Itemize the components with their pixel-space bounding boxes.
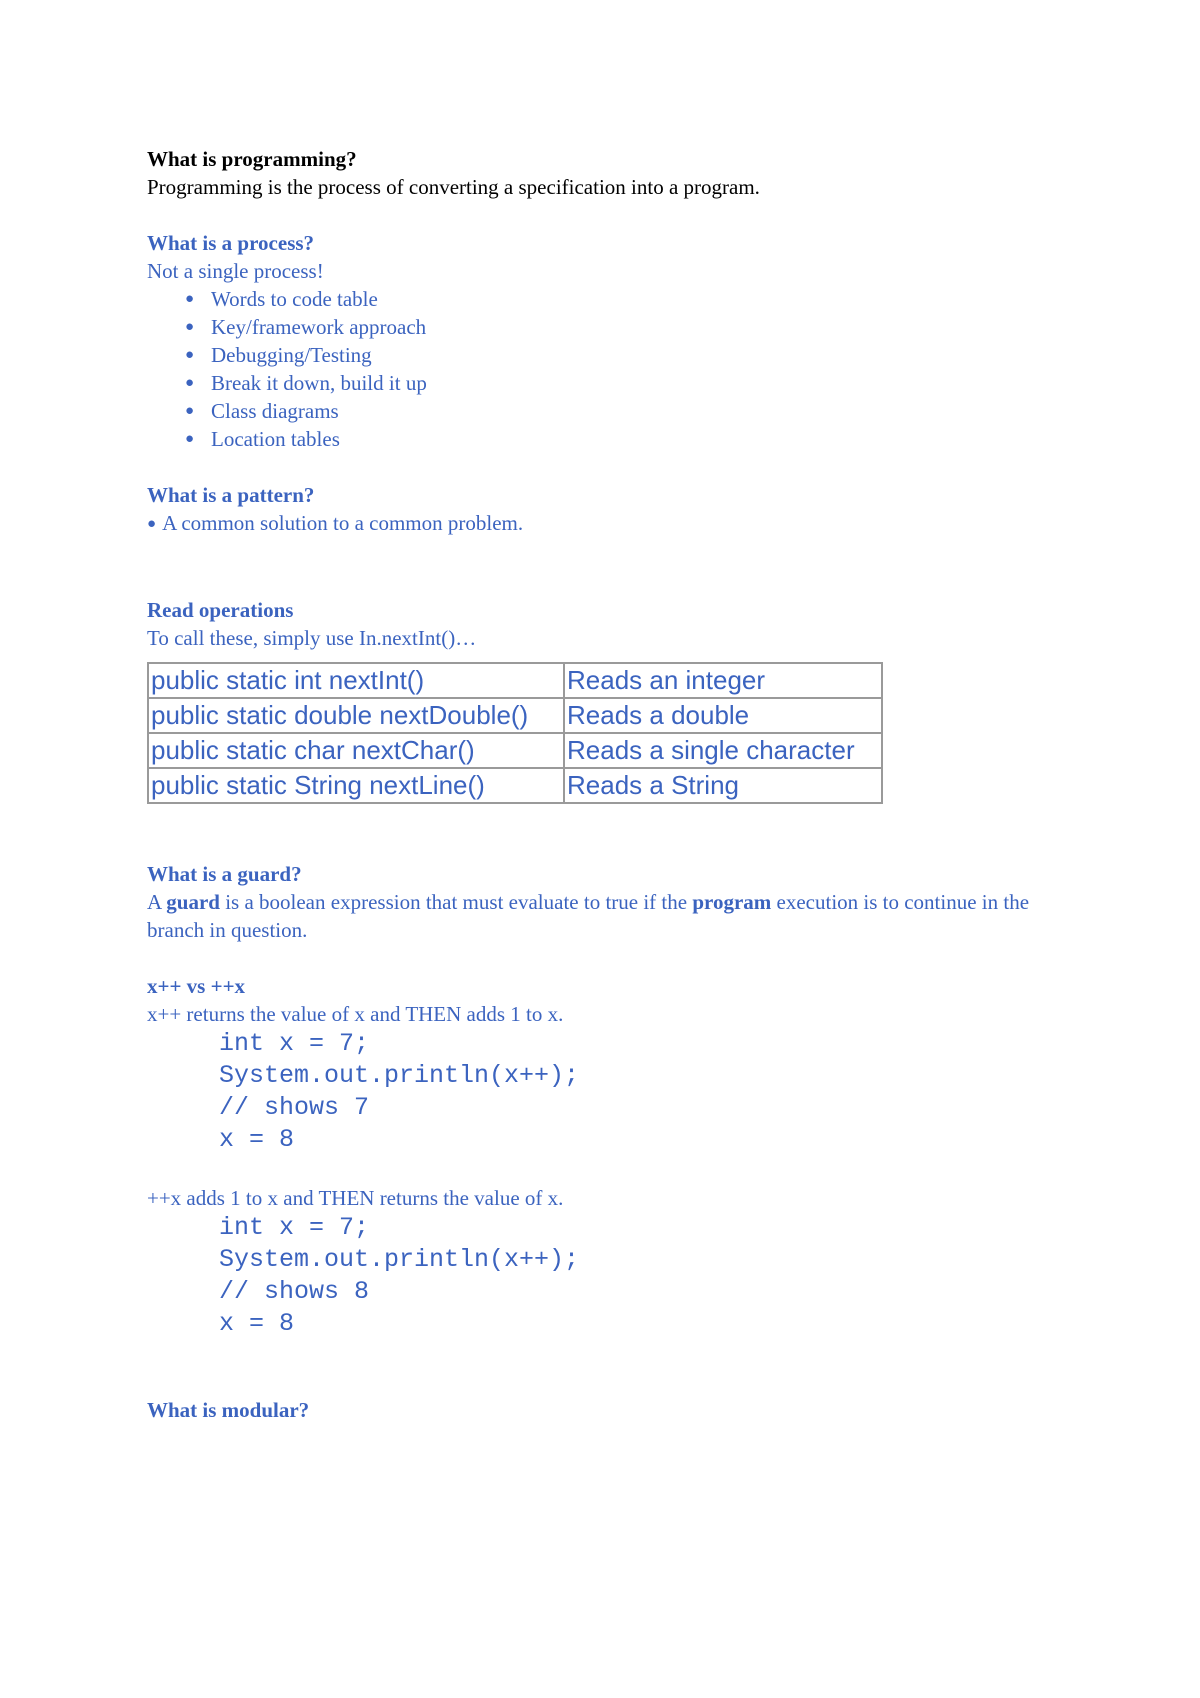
list-item: ● Key/framework approach xyxy=(185,313,1057,341)
table-row xyxy=(148,663,882,698)
read-operations-intro: To call these, simply use In.nextInt()… xyxy=(147,626,477,650)
method-signature: public static double nextDouble() xyxy=(148,698,564,733)
read-operations-table xyxy=(147,662,883,804)
heading-modular: What is modular? xyxy=(147,1398,310,1422)
post-increment-text: x++ returns the value of x and THEN adds 1 to x. xyxy=(147,1002,564,1026)
code-line: int x = 7; xyxy=(219,1213,370,1242)
code-line: System.out.println(x++); xyxy=(219,1061,580,1090)
list-item: ● Break it down, build it up xyxy=(185,369,1057,397)
list-item: ● Class diagrams xyxy=(185,397,1057,425)
document-page xyxy=(147,145,1057,1424)
guard-term: guard xyxy=(166,890,220,914)
method-signature: public static char nextChar() xyxy=(148,733,564,768)
guard-text-3: execution is to continue in the branch in question. xyxy=(147,890,1030,942)
programming-definition: Programming is the process of converting a specification into a program. xyxy=(147,175,760,199)
pattern-item-text: A common solution to a common problem. xyxy=(162,511,524,535)
code-line: // shows 7 xyxy=(219,1093,370,1122)
guard-definition xyxy=(147,888,1057,944)
method-signature: public static String nextLine() xyxy=(148,768,564,803)
table-row xyxy=(148,733,882,768)
method-description: Reads a single character xyxy=(564,733,882,768)
list-item: ● Location tables xyxy=(185,425,1057,453)
heading-programming: What is programming? xyxy=(147,147,357,171)
list-item: ● Debugging/Testing xyxy=(185,341,1057,369)
code-line: x = 8 xyxy=(219,1125,295,1154)
table-row xyxy=(148,768,882,803)
process-intro: Not a single process! xyxy=(147,259,324,283)
method-description: Reads a double xyxy=(564,698,882,733)
guard-text-2: is a boolean expression that must evaluate to true if the xyxy=(219,890,693,914)
guard-text-1: A xyxy=(147,890,167,914)
heading-guard: What is a guard? xyxy=(147,862,302,886)
method-description: Reads a String xyxy=(564,768,882,803)
code-line: System.out.println(x++); xyxy=(219,1245,580,1274)
heading-pattern: What is a pattern? xyxy=(147,483,315,507)
pattern-item xyxy=(147,509,1057,540)
list-item: ● Words to code table xyxy=(185,285,1057,313)
method-signature: public static int nextInt() xyxy=(148,663,564,698)
pre-increment-text: ++x adds 1 to x and THEN returns the value of x. xyxy=(147,1186,564,1210)
heading-read-operations: Read operations xyxy=(147,598,294,622)
heading-increment: x++ vs ++x xyxy=(147,974,246,998)
process-list xyxy=(147,285,1057,453)
method-description: Reads an integer xyxy=(564,663,882,698)
code-line: int x = 7; xyxy=(219,1029,370,1058)
code-line: // shows 8 xyxy=(219,1277,370,1306)
heading-process: What is a process? xyxy=(147,231,315,255)
program-term: program xyxy=(692,890,772,914)
code-line: x = 8 xyxy=(219,1309,295,1338)
table-row xyxy=(148,698,882,733)
